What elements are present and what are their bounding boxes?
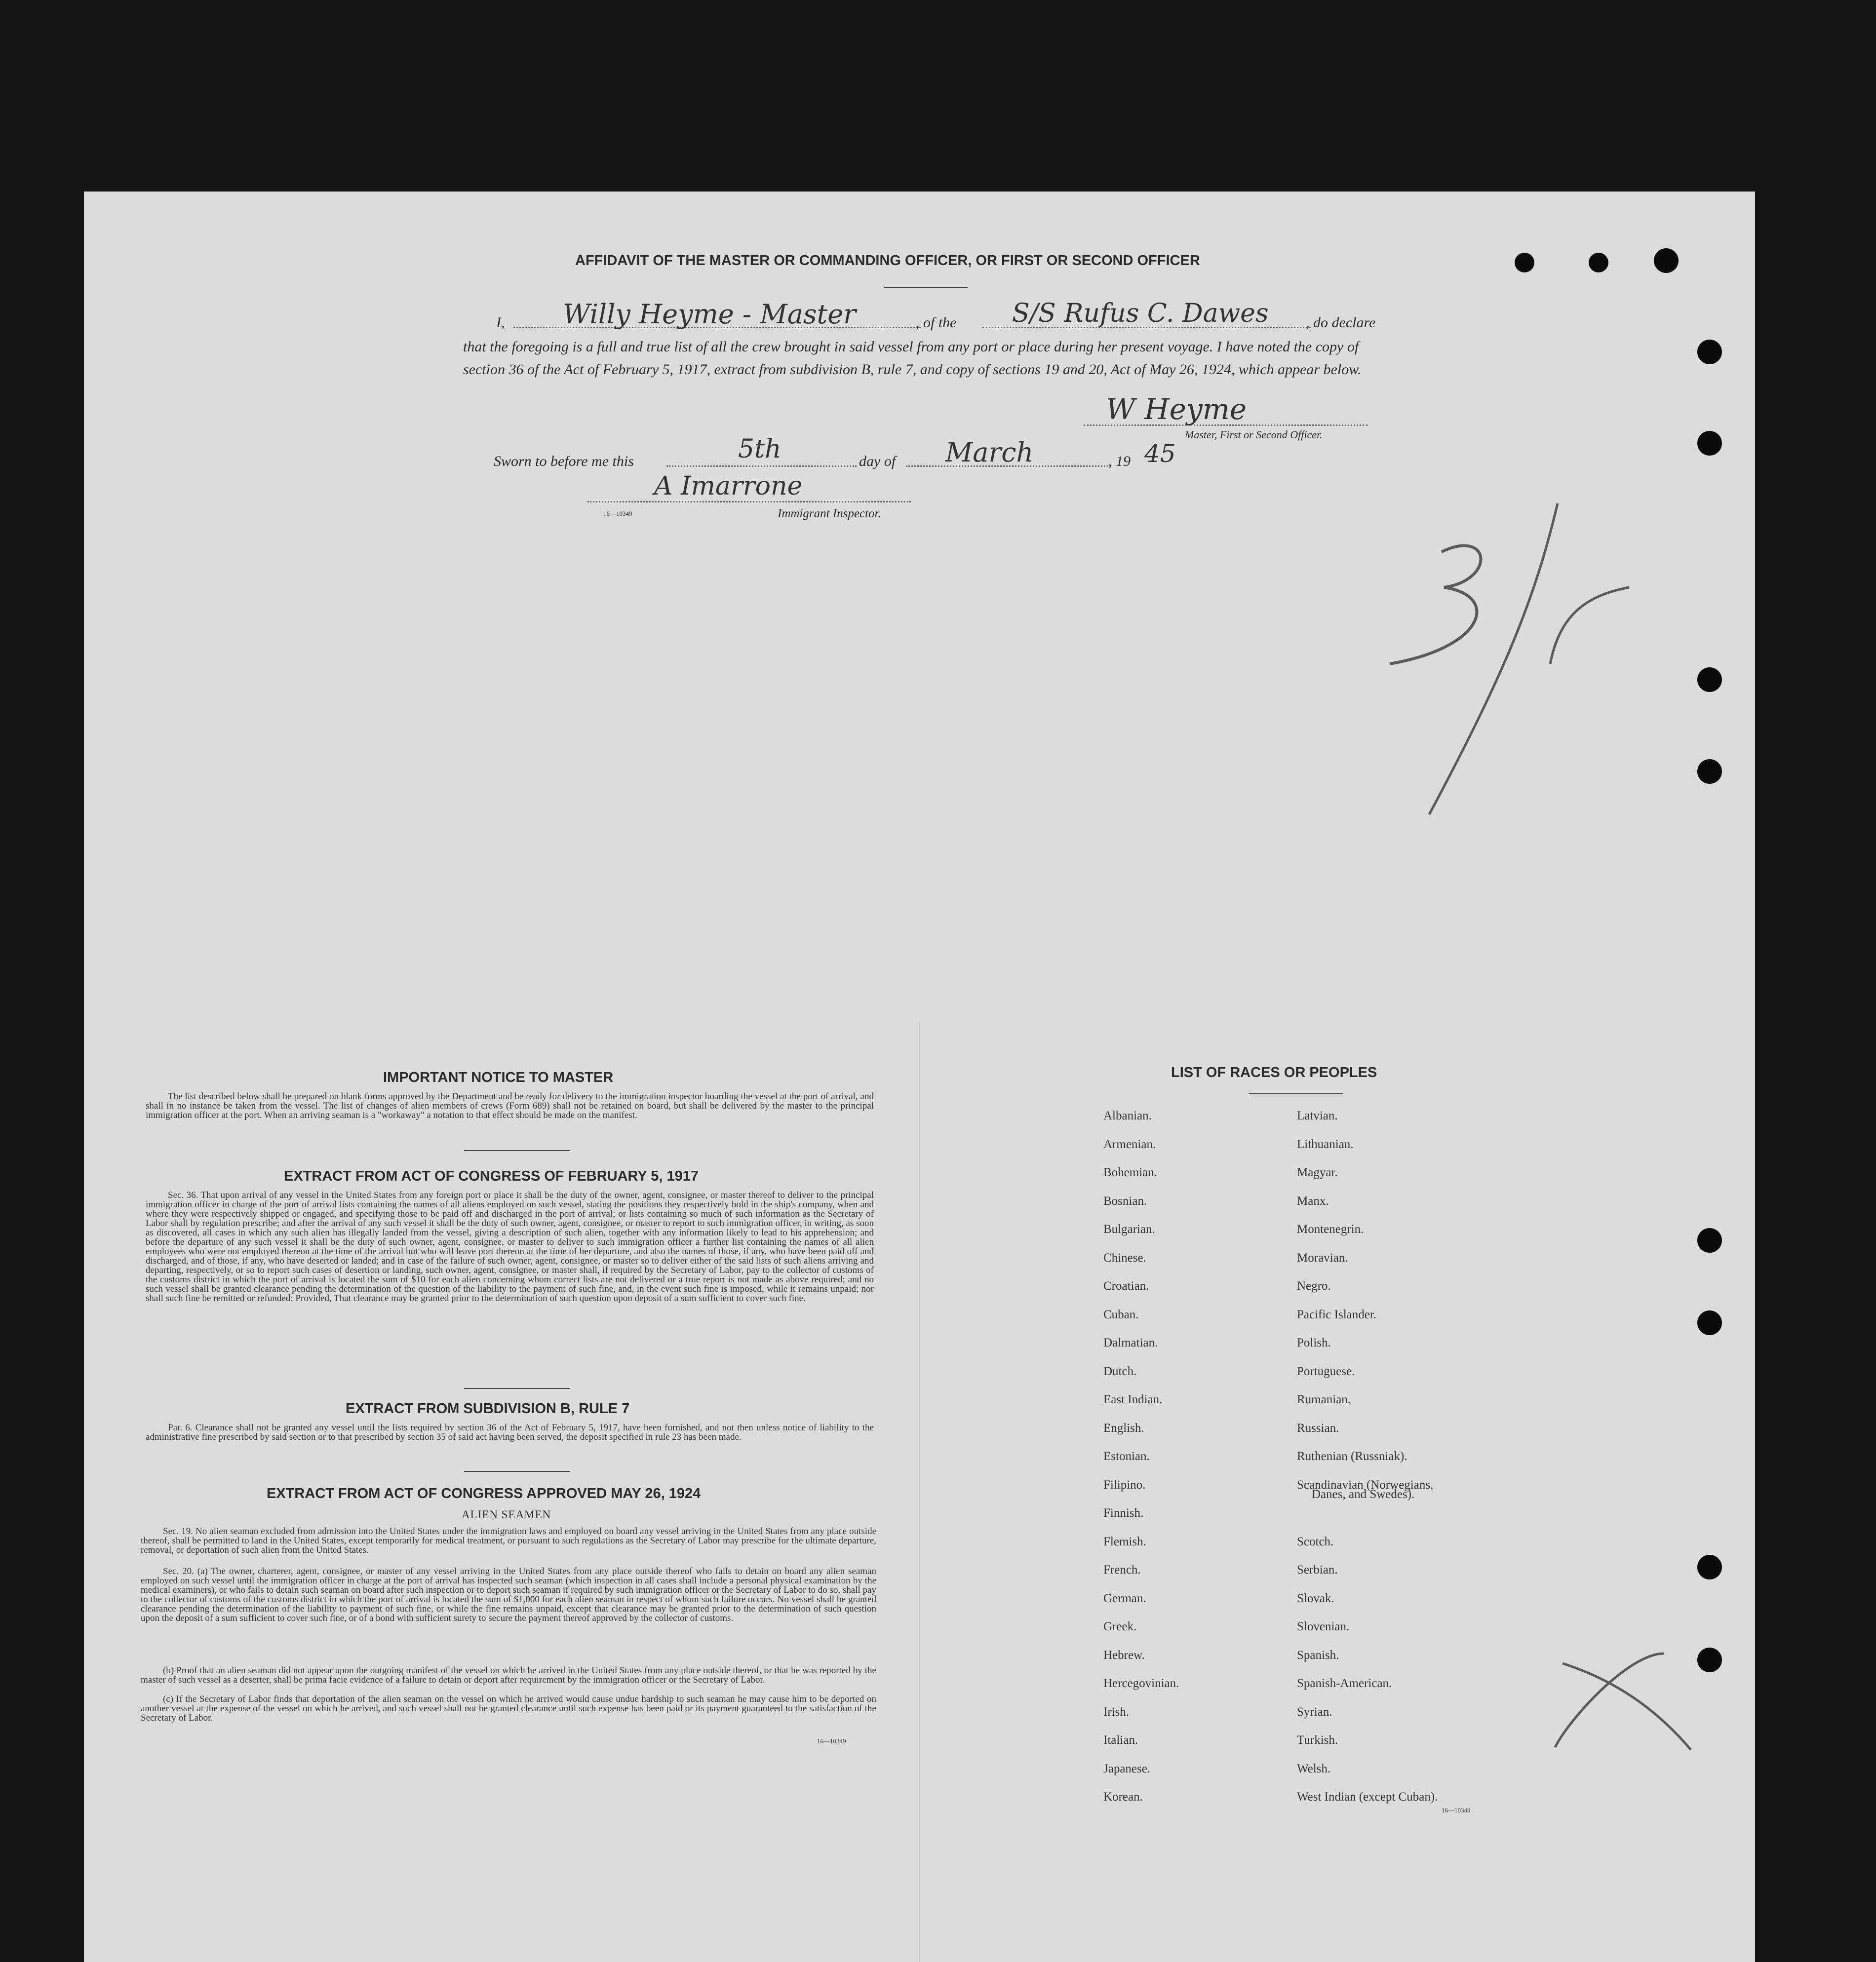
race-item: Flemish. bbox=[1103, 1535, 1146, 1548]
notice-text: The list described below shall be prepared on blank forms approved by the Department and be ready for delivery to the immigration inspector boarding the vessel at the port of arrival, and shall in no instance be taken from the vessel. The list of changes of alien members of crews (Form 689) shall not be retained on board, but shall be delivered by the master to the principal immigration officer at the port. When an arriving seaman is a "workaway" a notation to that effect should be made on the manifest. bbox=[146, 1091, 874, 1120]
extract3-sec20b: (b) Proof that an alien seaman did not appear upon the outgoing manifest of the vessel on which he arrived in the United States from any place outside thereof, or that he was reported by the master of such vessel as a deserter, shall be prima facie evidence of a failure to detain or deport after requirement by the immigration officer or the Secretary of Labor. bbox=[141, 1665, 876, 1685]
race-item: Ruthenian (Russniak). bbox=[1297, 1450, 1407, 1463]
race-item: Montenegrin. bbox=[1297, 1223, 1364, 1236]
race-item: Bosnian. bbox=[1103, 1194, 1147, 1208]
race-item: Russian. bbox=[1297, 1421, 1339, 1435]
inspector-caption: Immigrant Inspector. bbox=[778, 507, 881, 520]
sworn-month-handwriting: March bbox=[945, 437, 1034, 468]
punch-hole bbox=[1589, 253, 1608, 272]
form-number: 16—10349 bbox=[603, 510, 632, 517]
race-item: Latvian. bbox=[1297, 1109, 1338, 1122]
race-item: Armenian. bbox=[1103, 1137, 1156, 1151]
race-item: Dutch. bbox=[1103, 1364, 1137, 1378]
race-item: Negro. bbox=[1297, 1279, 1331, 1293]
race-item: Spanish. bbox=[1297, 1648, 1339, 1662]
race-item: Italian. bbox=[1103, 1733, 1138, 1747]
race-item: Welsh. bbox=[1297, 1762, 1331, 1775]
race-item: Croatian. bbox=[1103, 1279, 1149, 1293]
race-item: Scotch. bbox=[1297, 1535, 1334, 1548]
race-item: Albanian. bbox=[1103, 1109, 1152, 1122]
races-column-1 bbox=[1103, 1102, 1179, 1811]
race-item: Spanish-American. bbox=[1297, 1677, 1392, 1690]
race-item: English. bbox=[1103, 1421, 1144, 1435]
extract1-rule bbox=[464, 1388, 570, 1389]
race-item: Rumanian. bbox=[1297, 1393, 1351, 1406]
punch-hole bbox=[1697, 1648, 1722, 1672]
title-rule bbox=[884, 287, 968, 288]
race-item: East Indian. bbox=[1103, 1393, 1163, 1406]
sworn-day-handwriting: 5th bbox=[738, 434, 782, 464]
do-declare-text: , do declare bbox=[1306, 314, 1376, 331]
notice-rule bbox=[464, 1150, 570, 1151]
race-item: German. bbox=[1103, 1591, 1146, 1605]
punch-hole bbox=[1697, 1310, 1722, 1335]
punch-hole bbox=[1697, 1228, 1722, 1253]
inspector-line bbox=[587, 501, 911, 502]
affidavit-title: AFFIDAVIT OF THE MASTER OR COMMANDING OFFICER, OR FIRST OR SECOND OFFICER bbox=[575, 253, 1200, 269]
extract1-title: EXTRACT FROM ACT OF CONGRESS OF FEBRUARY 5, 1917 bbox=[284, 1168, 699, 1184]
of-the-text: , of the bbox=[916, 314, 957, 331]
punch-hole bbox=[1654, 248, 1679, 273]
race-item: Pacific Islander. bbox=[1297, 1308, 1377, 1321]
notice-form-number: 16—10349 bbox=[817, 1737, 846, 1745]
race-item: Portuguese. bbox=[1297, 1364, 1355, 1378]
sworn-year-handwriting: 45 bbox=[1144, 439, 1176, 468]
extract2-text: Par. 6. Clearance shall not be granted any vessel until the lists required by section 36 of the Act of February 5, 1917, have been furnished, and not then unless notice of liability to the administrative fine prescribed by said section or to that prescribed by section 35 of said act having been served, the deposit specified in rule 23 has been made. bbox=[146, 1423, 874, 1442]
race-item: Japanese. bbox=[1103, 1762, 1151, 1775]
race-item: Cuban. bbox=[1103, 1308, 1139, 1321]
races-column-2 bbox=[1297, 1102, 1438, 1811]
extract3-subtitle: ALIEN SEAMEN bbox=[462, 1508, 551, 1521]
race-item: West Indian (except Cuban). bbox=[1297, 1790, 1438, 1804]
affidavit-body: that the foregoing is a full and true list of all the crew brought in said vessel from any port or place during her present voyage. I have noted the copy of section 36 of the Act of February 5, 1917, extract from subdivision B, rule 7, and copy of sections 19 and 20, Act of May 26, 1924, which appear below. bbox=[463, 339, 1362, 378]
punch-hole bbox=[1697, 759, 1722, 784]
signature-line bbox=[1084, 424, 1368, 426]
race-item: Bulgarian. bbox=[1103, 1223, 1155, 1236]
race-item: Finnish. bbox=[1103, 1506, 1144, 1520]
inspector-signature: A Imarrone bbox=[654, 471, 803, 501]
race-item: Slovenian. bbox=[1297, 1620, 1350, 1633]
extract2-rule bbox=[464, 1471, 570, 1472]
race-item: Irish. bbox=[1103, 1705, 1130, 1719]
pencil-fraction-mark bbox=[1372, 494, 1669, 839]
race-item: Manx. bbox=[1297, 1194, 1329, 1208]
page-fold-line bbox=[919, 1022, 920, 1962]
races-title: LIST OF RACES OR PEOPLES bbox=[1171, 1065, 1377, 1080]
race-item: Syrian. bbox=[1297, 1705, 1332, 1719]
affidavit-prefix: I, bbox=[496, 314, 505, 331]
punch-hole bbox=[1697, 667, 1722, 692]
punch-hole bbox=[1697, 431, 1722, 456]
punch-hole bbox=[1697, 340, 1722, 364]
race-item: Serbian. bbox=[1297, 1563, 1338, 1577]
race-item: Hercegovinian. bbox=[1103, 1677, 1179, 1690]
races-form-number: 16—10349 bbox=[1442, 1807, 1471, 1814]
vessel-handwriting: S/S Rufus C. Dawes bbox=[1012, 299, 1269, 328]
race-item: Dalmatian. bbox=[1103, 1336, 1158, 1349]
race-item: Estonian. bbox=[1103, 1450, 1150, 1463]
extract3-sec20a: Sec. 20. (a) The owner, charterer, agent, consignee, or master of any vessel arriving in the United States from any place outside thereof who fails to detain on board any alien seaman employed on such vessel until the immigration officer in charge at the port of arrival has inspected such seaman (which inspection in all cases shall include a personal physical examination by the medical examiners), or who fails to detain such seaman on board after such inspection or to deport such seaman if required by such immigration officer or the Secretary of Labor to do so, shall pay to the collector of customs of the customs district in which the port of arrival is located the sum of $1,000 for each alien seaman in respect of whom such failure occurs. No vessel shall be granted clearance pending the determination of the liability to payment of such fine, or while the fine remains unpaid, except that clearance may be granted prior to the determination of such question upon the deposit of a sum sufficient to cover such fine, or of a bond with sufficient surety to secure the payment thereof approved by the collector of customs. bbox=[141, 1566, 876, 1623]
race-item: Moravian. bbox=[1297, 1251, 1348, 1265]
extract3-title: EXTRACT FROM ACT OF CONGRESS APPROVED MAY 26, 1924 bbox=[267, 1486, 701, 1501]
race-item: Turkish. bbox=[1297, 1733, 1338, 1747]
extract3-sec19: Sec. 19. No alien seaman excluded from admission into the United States under the immigration laws and employed on board any vessel arriving in the United States from any place outside thereof, shall be permitted to land in the United States, except temporarily for medical treatment, or pursuant to such regulations as the Secretary of Labor may prescribe for the ultimate departure, removal, or deportation of such alien from the United States. bbox=[141, 1526, 876, 1555]
race-item: Lithuanian. bbox=[1297, 1137, 1354, 1151]
race-item: Polish. bbox=[1297, 1336, 1331, 1349]
punch-hole bbox=[1515, 253, 1534, 272]
punch-hole bbox=[1697, 1555, 1722, 1579]
signature-caption: Master, First or Second Officer. bbox=[1185, 428, 1323, 441]
races-rule bbox=[1249, 1093, 1343, 1094]
extract1-text: Sec. 36. That upon arrival of any vessel in the United States from any foreign port or place it shall be the duty of the owner, agent, consignee, or master thereof to deliver to the principal immigration officer in charge of the port of arrival lists containing the names of all aliens employed on such vessel, stating the positions they respectively hold in the ship's company, when and where they were respectively shipped or engaged, and specifying those to be paid off and discharged in the port of arrival; or lists containing so much of such information as the Secretary of Labor shall by regulation prescribe; and after the arrival of any such vessel it shall be the duty of such owner, agent, consignee, or master to report to such immigration officer, in writing, as soon as discovered, all cases in which any such alien has illegally landed from the vessel, giving a description of such alien, together with any information likely to lead to his apprehension; and before the departure of any such vessel it shall be the duty of such owner, agent, consignee, or master to deliver to such immigration officer a further list containing the names of all alien employees who were not employed thereon at the time of the arrival but who will leave port thereon at the time of her departure, and also the names of those, if any, who have been paid off and discharged, and of those, if any, who have deserted or landed; and in case of the failure of such owner, agent, consignee, or master so to deliver either of the said lists of such aliens arriving and departing, respectively, or so to report such cases of desertion or landing, such owner, agent, consignee, or master shall, if required by the Secretary of Labor, pay to the collector of customs of the customs district in which the port of arrival is located the sum of $10 for each alien concerning whom correct lists are not delivered or a true report is not made as above required; and no such vessel shall be granted clearance pending the determination of the question of the liability to the payment of such fine, and, in the event such fine is imposed, while it remains unpaid; nor shall such fine be remitted or refunded: Provided, That clearance may be granted prior to the determination of such question upon deposit of a sum sufficient to cover such fine. bbox=[146, 1190, 874, 1304]
pencil-x-mark bbox=[1550, 1644, 1698, 1757]
extract3-sec20c: (c) If the Secretary of Labor finds that deportation of the alien seaman on the vessel on which he arrived would cause undue hardship to such seaman he may cause him to be deported on another vessel at the expense of the vessel on which he arrived, and such vessel shall not be granted clearance until such expense has been paid or its payment guaranteed to the satisfaction of the Secretary of Labor. bbox=[141, 1694, 876, 1723]
master-signature: W Heyme bbox=[1106, 392, 1247, 426]
race-item: Greek. bbox=[1103, 1620, 1137, 1633]
day-of-text: day of bbox=[859, 453, 896, 469]
race-item: Chinese. bbox=[1103, 1251, 1146, 1265]
sworn-prefix: Sworn to before me this bbox=[494, 453, 634, 469]
race-item: Bohemian. bbox=[1103, 1166, 1158, 1179]
race-item: Hebrew. bbox=[1103, 1648, 1145, 1662]
race-item: Filipino. bbox=[1103, 1478, 1146, 1492]
race-item: Korean. bbox=[1103, 1790, 1143, 1804]
master-name-handwriting: Willy Heyme - Master bbox=[563, 299, 856, 330]
extract2-title: EXTRACT FROM SUBDIVISION B, RULE 7 bbox=[346, 1401, 630, 1417]
race-item: Scandinavian (Norwegians, bbox=[1297, 1478, 1434, 1492]
race-item: French. bbox=[1103, 1563, 1141, 1577]
sworn-day-line bbox=[666, 465, 857, 467]
race-item: Danes, and Swedes). bbox=[1312, 1487, 1415, 1501]
year-prefix: , 19 bbox=[1108, 453, 1131, 469]
race-item: Slovak. bbox=[1297, 1591, 1334, 1605]
race-item: Magyar. bbox=[1297, 1166, 1338, 1179]
notice-title: IMPORTANT NOTICE TO MASTER bbox=[383, 1070, 614, 1085]
